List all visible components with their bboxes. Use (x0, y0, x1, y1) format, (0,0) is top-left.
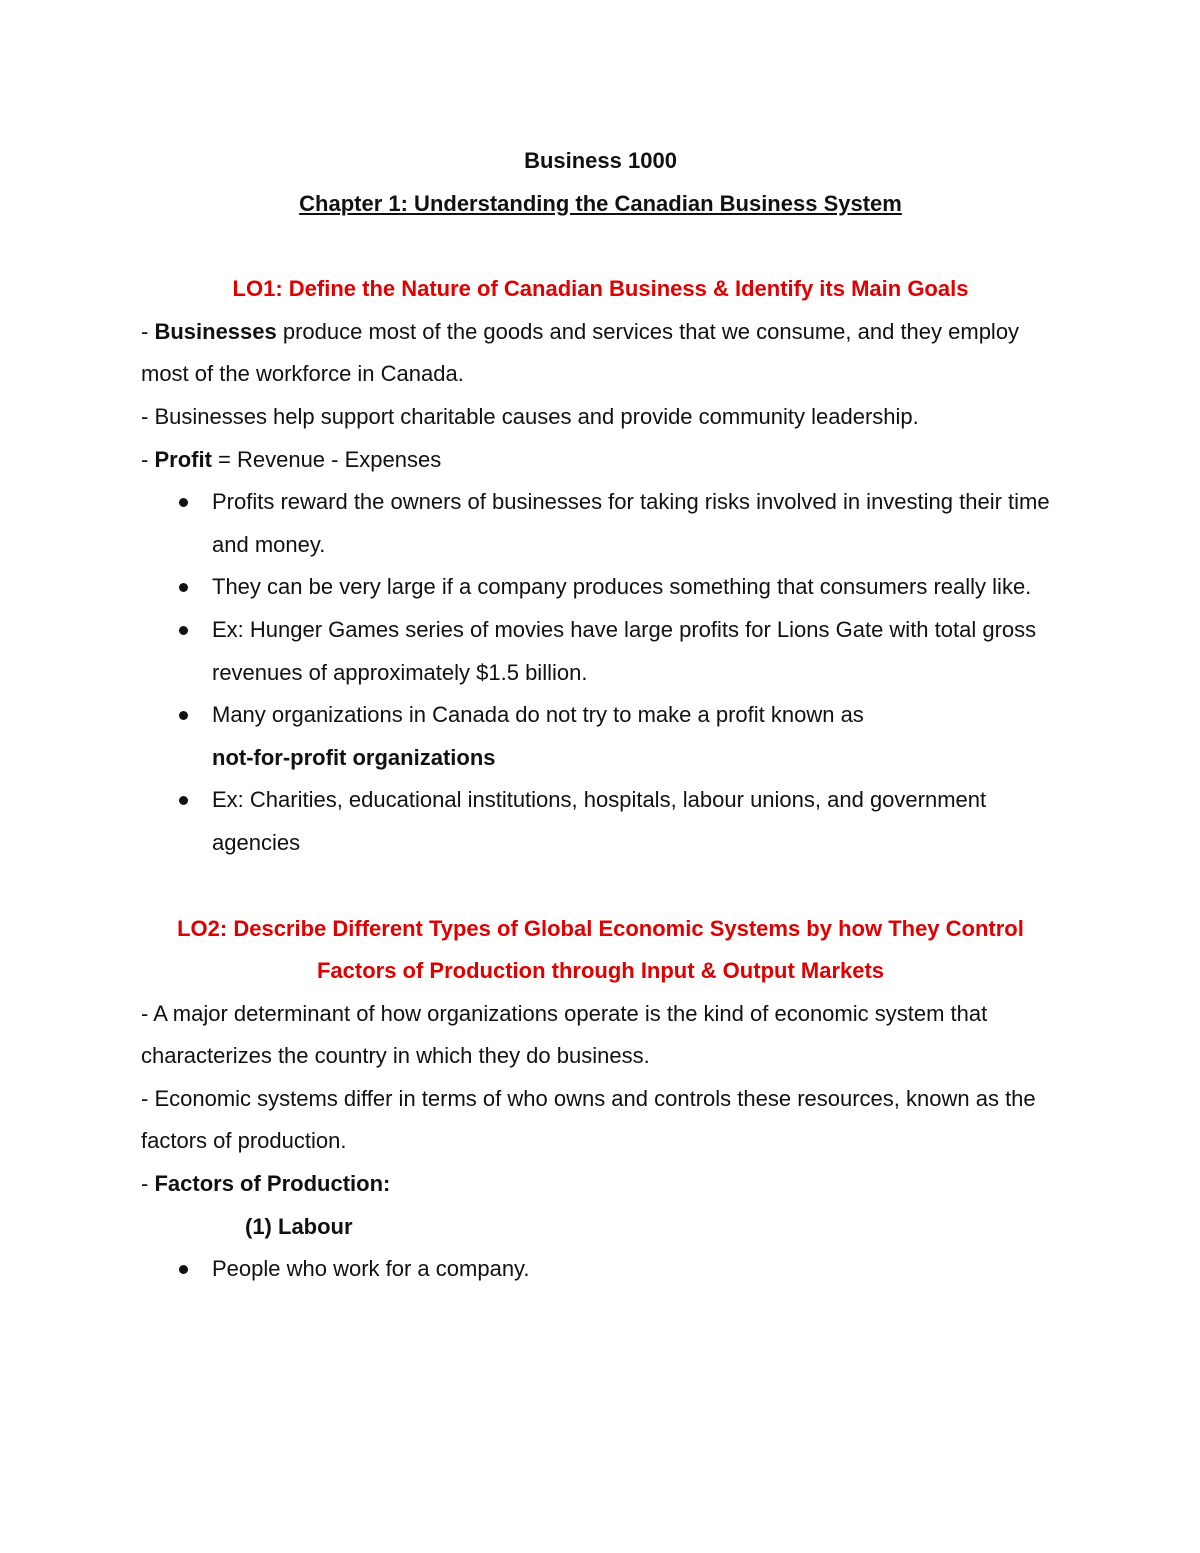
dash: - (141, 318, 155, 344)
dash: - (141, 446, 155, 472)
factor-label-labour: (1) Labour (245, 1213, 353, 1239)
list-item-text: Many organizations in Canada do not try to make a profit known as (212, 702, 864, 728)
lo2-heading-line2: Factors of Production through Input & Output Markets (316, 958, 885, 984)
profit-formula: = Revenue - Expenses (211, 446, 442, 472)
list-item: Profits reward the owners of businesses for taking risks involved in investing their time and money. (212, 481, 1060, 566)
lo1-bullet-list (141, 481, 1060, 864)
list-item (212, 694, 1060, 779)
term-businesses: Businesses (154, 318, 277, 344)
spacer (141, 225, 1060, 268)
list-item: Ex: Hunger Games series of movies have large profits for Lions Gate with total gross revenues of approximately $1.5 billion. (212, 609, 1060, 694)
lo1-paragraph-businesses-text: produce most of the goods and services that we consume, and they employ most of the workforce in Canada. (141, 318, 1020, 387)
lo1-paragraph-businesses (141, 311, 1060, 396)
lo2-paragraph-systems: - Economic systems differ in terms of who owns and controls these resources, known as the factors of production. (141, 1085, 1036, 1154)
lo1-heading: LO1: Define the Nature of Canadian Business & Identify its Main Goals (232, 276, 969, 302)
spacer (141, 865, 1060, 908)
lo2-paragraph-factors (141, 1163, 1060, 1206)
chapter-title: Chapter 1: Understanding the Canadian Business System (299, 190, 902, 216)
term-profit: Profit (154, 446, 212, 472)
lo1-paragraph-charitable: - Businesses help support charitable causes and provide community leadership. (141, 403, 919, 429)
list-item: They can be very large if a company produces something that consumers really like. (212, 566, 1060, 609)
lo1-paragraph-profit (141, 439, 1060, 482)
dash: - (141, 1171, 155, 1197)
lo2-heading-line1: LO2: Describe Different Types of Global Economic Systems by how They Control (177, 915, 1024, 941)
term-factors-of-production: Factors of Production: (154, 1171, 391, 1197)
list-item: Ex: Charities, educational institutions, hospitals, labour unions, and government agencies (212, 779, 1060, 864)
course-title: Business 1000 (524, 148, 677, 173)
term-not-for-profit: not-for-profit organizations (212, 744, 496, 770)
list-item: People who work for a company. (212, 1248, 1060, 1291)
lo2-paragraph-determinant: - A major determinant of how organizations operate is the kind of economic system that characterizes the country in which they do business. (141, 1000, 988, 1069)
lo2-bullet-list (141, 1248, 1060, 1291)
